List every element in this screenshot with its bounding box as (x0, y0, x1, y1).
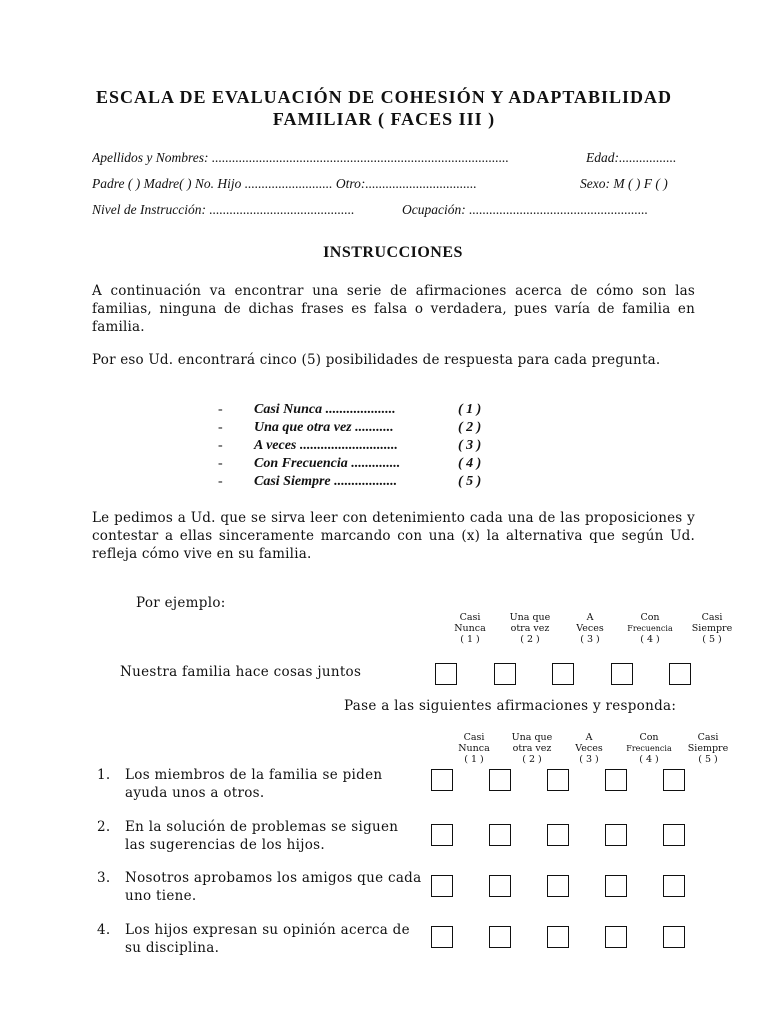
option-number: ( 3 ) (458, 438, 482, 453)
option-bullet: - (218, 474, 223, 489)
option-label: Una que otra vez ........... (254, 420, 394, 435)
question-row (0, 869, 768, 909)
answer-checkbox-4[interactable] (605, 769, 627, 791)
name-field[interactable]: Apellidos y Nombres: ........................................................................................ (92, 150, 509, 165)
scale-header-4: Con Frecuencia ( 4 ) (627, 612, 673, 645)
parent-child-field[interactable]: Padre ( ) Madre( ) No. Hijo .......................... Otro:................................. (92, 176, 477, 191)
options-list (218, 402, 518, 492)
answer-checkbox-3[interactable] (547, 824, 569, 846)
example-checkbox-4[interactable] (611, 663, 633, 685)
option-label: Con Frecuencia .............. (254, 456, 401, 471)
answer-checkbox-4[interactable] (605, 875, 627, 897)
option-number: ( 4 ) (458, 456, 482, 471)
option-bullet: - (218, 402, 223, 417)
scale-header-1: Casi Nunca ( 1 ) (458, 732, 490, 765)
scale-header-5: Casi Siempre ( 5 ) (687, 732, 729, 765)
question-text-line1: Los hijos expresan su opinión acerca de (125, 922, 410, 938)
example-checkbox-2[interactable] (494, 663, 516, 685)
option-bullet: - (218, 438, 223, 453)
instructions-heading: INSTRUCCIONES (323, 244, 463, 261)
scale-header-3: A Veces ( 3 ) (575, 732, 603, 765)
question-row (0, 921, 768, 961)
answer-checkbox-4[interactable] (605, 824, 627, 846)
answer-checkbox-1[interactable] (431, 824, 453, 846)
option-number: ( 5 ) (458, 474, 482, 489)
answer-checkbox-3[interactable] (547, 769, 569, 791)
document-title-line1: ESCALA DE EVALUACIÓN DE COHESIÓN Y ADAPTABILIDAD (95, 87, 673, 107)
option-number: ( 2 ) (458, 420, 482, 435)
question-row (0, 818, 768, 858)
education-field[interactable]: Nivel de Instrucción: ........................................... (92, 202, 355, 217)
option-label: Casi Siempre .................. (254, 474, 398, 489)
question-text-line1: Nosotros aprobamos los amigos que cada (125, 870, 422, 886)
question-text-line2: las sugerencias de los hijos. (125, 837, 325, 853)
option-item (218, 438, 518, 456)
scale-header-4: Con Frecuencia ( 4 ) (626, 732, 672, 765)
option-bullet: - (218, 456, 223, 471)
option-item (218, 420, 518, 438)
example-checkbox-5[interactable] (669, 663, 691, 685)
option-number: ( 1 ) (458, 402, 482, 417)
question-number: 3. (97, 870, 111, 886)
question-text-line1: En la solución de problemas se siguen (125, 819, 399, 835)
age-field[interactable]: Edad:................. (586, 150, 677, 165)
question-text-line2: uno tiene. (125, 888, 197, 904)
answer-checkbox-3[interactable] (547, 875, 569, 897)
question-number: 2. (97, 819, 111, 835)
answer-checkbox-1[interactable] (431, 926, 453, 948)
question-text-line2: su disciplina. (125, 940, 220, 956)
sex-field[interactable]: Sexo: M ( ) F ( ) (580, 176, 668, 191)
scale-header-5: Casi Siempre ( 5 ) (691, 612, 733, 645)
option-item (218, 474, 518, 492)
question-text-line2: ayuda unos a otros. (125, 785, 265, 801)
option-item (218, 456, 518, 474)
option-label: A veces ............................ (254, 438, 398, 453)
occupation-field[interactable]: Ocupación: ..................................................... (402, 202, 648, 217)
example-statement: Nuestra familia hace cosas juntos (120, 664, 362, 680)
question-text-line1: Los miembros de la familia se piden (125, 767, 383, 783)
scale-header-2: Una que otra vez ( 2 ) (511, 732, 553, 765)
answer-checkbox-4[interactable] (605, 926, 627, 948)
example-checkbox-3[interactable] (552, 663, 574, 685)
answer-checkbox-2[interactable] (489, 875, 511, 897)
example-label: Por ejemplo: (136, 595, 226, 611)
option-bullet: - (218, 420, 223, 435)
answer-checkbox-5[interactable] (663, 875, 685, 897)
answer-checkbox-2[interactable] (489, 926, 511, 948)
option-item (218, 402, 518, 420)
instructions-paragraph-2: Por eso Ud. encontrará cinco (5) posibilidades de respuesta para cada pregunta. (92, 352, 661, 368)
answer-checkbox-5[interactable] (663, 824, 685, 846)
answer-checkbox-5[interactable] (663, 926, 685, 948)
scale-header-2: Una que otra vez ( 2 ) (509, 612, 551, 645)
answer-checkbox-3[interactable] (547, 926, 569, 948)
instructions-paragraph-1: A continuación va encontrar una serie de afirmaciones acerca de cómo son las familias, ninguna de dichas frases es falsa o verdadera, pues varía de familia en familia. (92, 283, 695, 335)
scale-header-1: Casi Nunca ( 1 ) (454, 612, 486, 645)
instructions-paragraph-3: Le pedimos a Ud. que se sirva leer con detenimiento cada una de las proposiciones y contestar a ellas sinceramente marcando con una (x) la alternativa que según Ud. refleja cómo vive en su familia. (92, 510, 695, 562)
answer-checkbox-1[interactable] (431, 875, 453, 897)
answer-checkbox-1[interactable] (431, 769, 453, 791)
question-number: 1. (97, 767, 111, 783)
question-row (0, 766, 768, 806)
document-title-line2: FAMILIAR ( FACES III ) (272, 109, 496, 129)
answer-checkbox-2[interactable] (489, 769, 511, 791)
answer-checkbox-5[interactable] (663, 769, 685, 791)
example-checkbox-1[interactable] (435, 663, 457, 685)
answer-checkbox-2[interactable] (489, 824, 511, 846)
pass-instruction: Pase a las siguientes afirmaciones y responda: (344, 698, 677, 714)
question-number: 4. (97, 922, 111, 938)
option-label: Casi Nunca .................... (254, 402, 396, 417)
scale-header-3: A Veces ( 3 ) (576, 612, 604, 645)
